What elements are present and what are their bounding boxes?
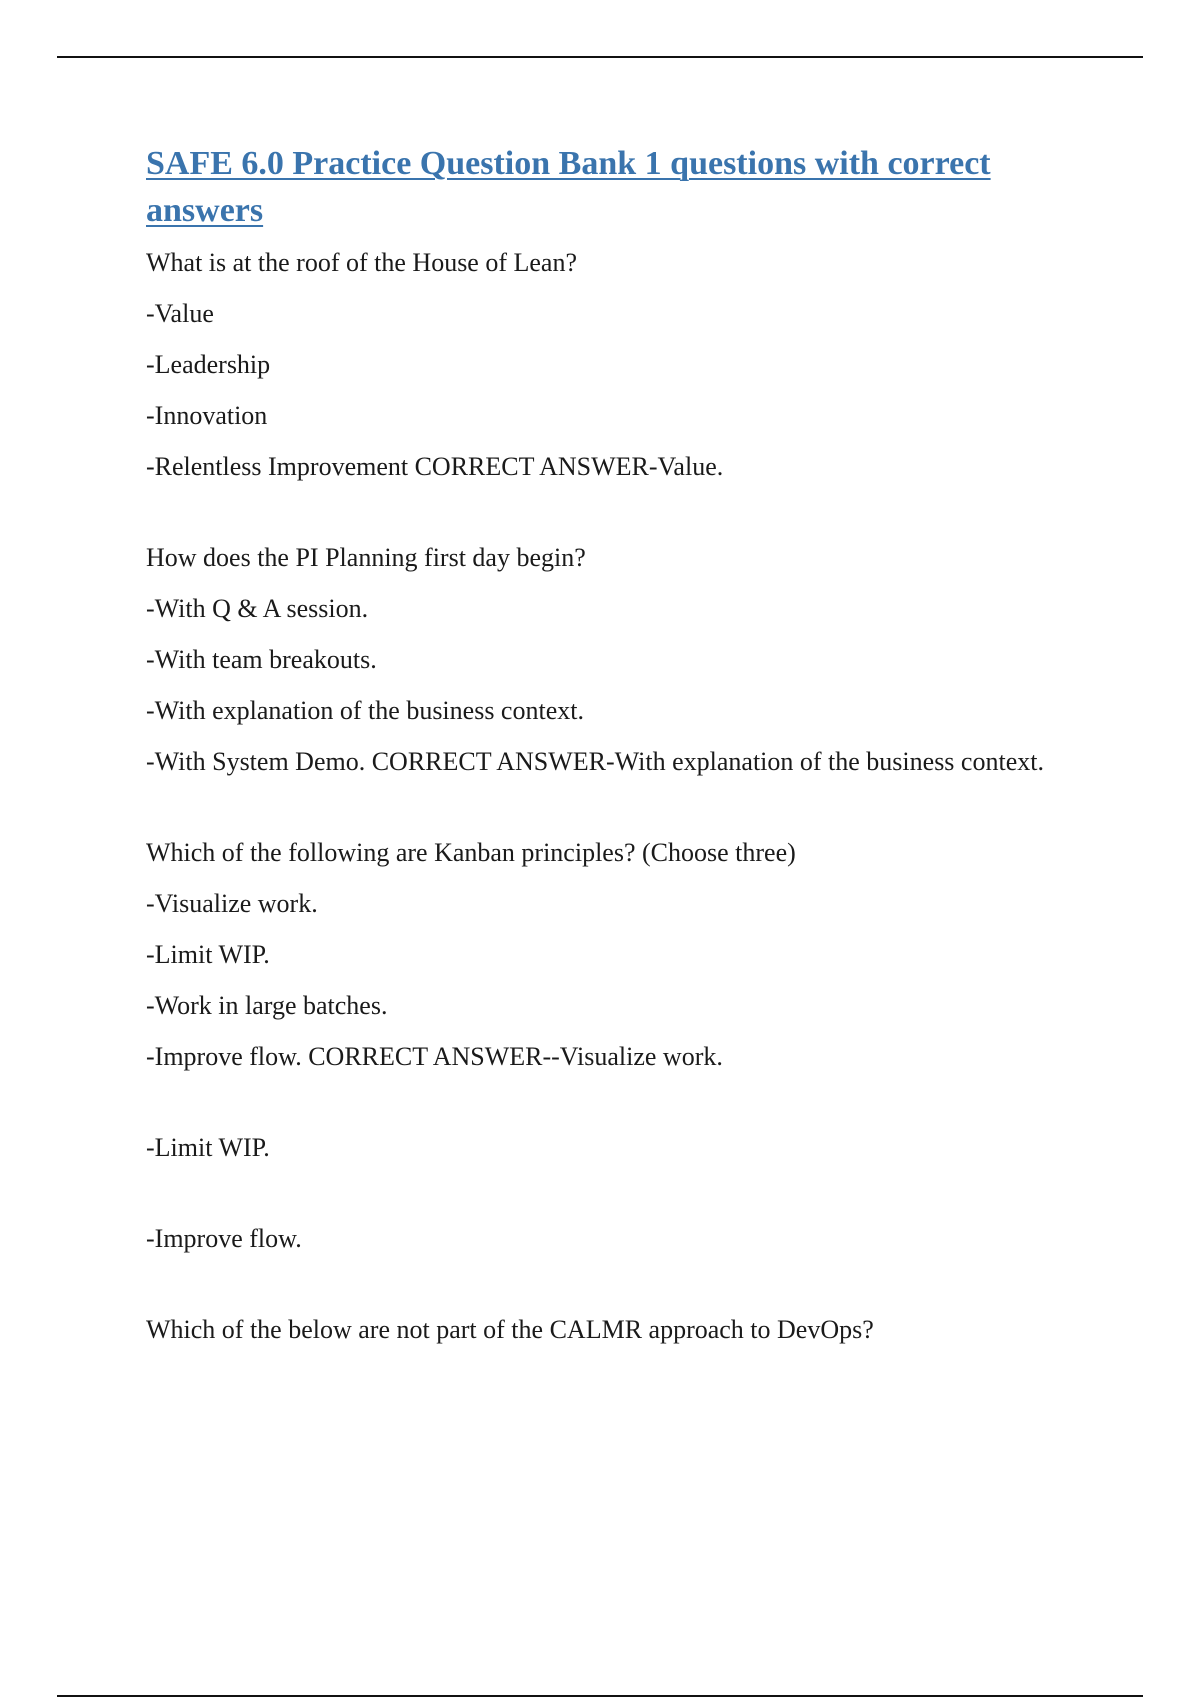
document-title-link[interactable]: SAFE 6.0 Practice Question Bank 1 questions with correct answers <box>146 145 991 229</box>
question-3-answer-continuation: -Improve flow. <box>146 1224 302 1253</box>
footer-rule <box>57 1695 1143 1697</box>
question-2-option: -With Q & A session. <box>146 594 369 623</box>
question-2-text: How does the PI Planning first day begin? <box>146 543 586 572</box>
question-1-option: -Leadership <box>146 350 271 379</box>
question-2-option: -With explanation of the business context. <box>146 696 584 725</box>
header-rule <box>57 56 1143 58</box>
question-2-option: -With team breakouts. <box>146 645 377 674</box>
question-1-option: -Value <box>146 299 214 328</box>
question-3-option: -Work in large batches. <box>146 991 388 1020</box>
question-1-option: -Innovation <box>146 401 268 430</box>
document-body <box>146 140 1066 1347</box>
question-3-answer-continuation: -Limit WIP. <box>146 1133 270 1162</box>
question-2-answer: -With System Demo. CORRECT ANSWER-With explanation of the business context. <box>146 747 1044 776</box>
question-1-answer: -Relentless Improvement CORRECT ANSWER-Value. <box>146 452 724 481</box>
question-1-text: What is at the roof of the House of Lean? <box>146 248 578 277</box>
question-3-option: -Visualize work. <box>146 889 318 918</box>
question-3-option: -Limit WIP. <box>146 940 270 969</box>
question-4-text: Which of the below are not part of the CALMR approach to DevOps? <box>146 1315 874 1344</box>
question-3-text: Which of the following are Kanban principles? (Choose three) <box>146 838 796 867</box>
question-3-answer: -Improve flow. CORRECT ANSWER--Visualize work. <box>146 1042 723 1071</box>
